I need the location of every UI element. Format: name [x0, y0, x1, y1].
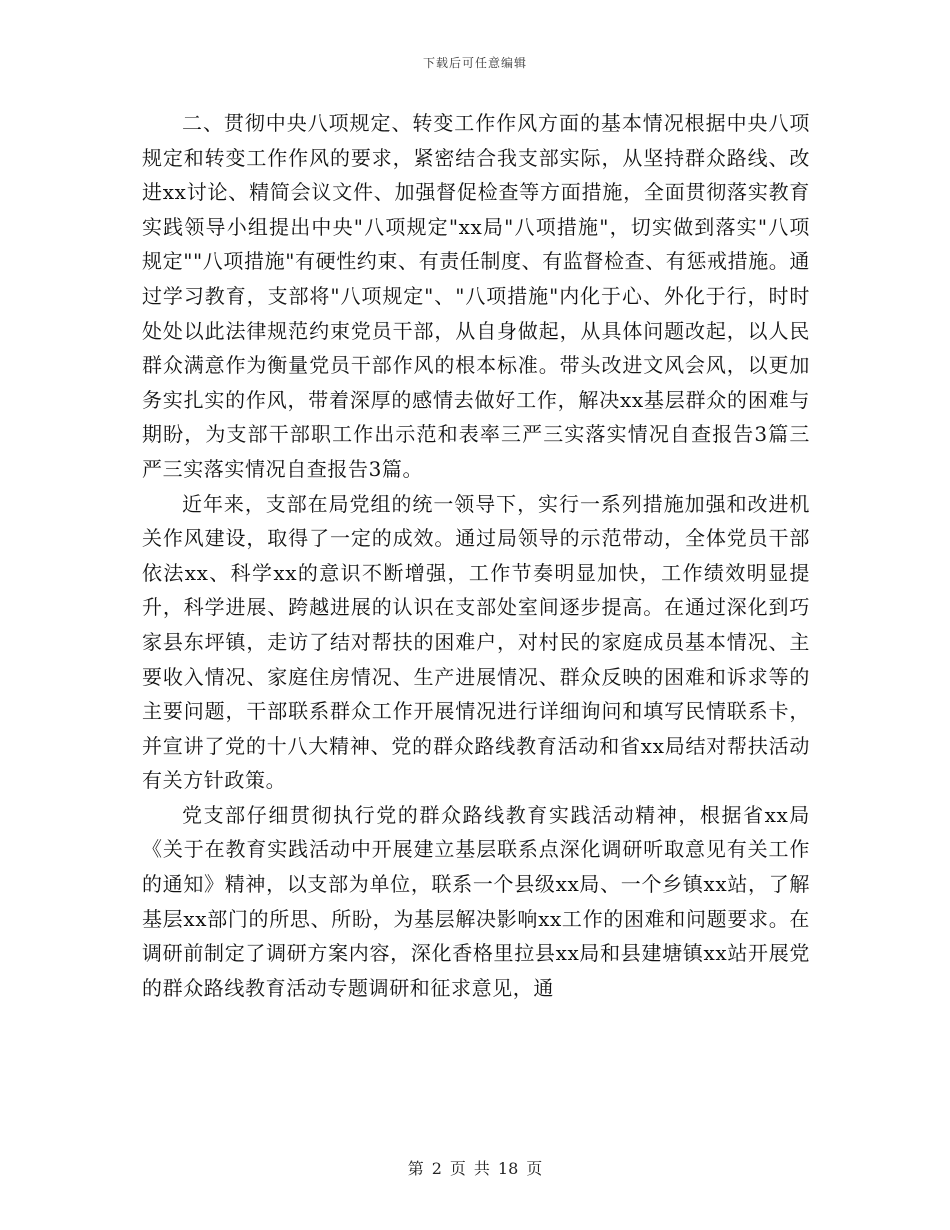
paragraph-1: 二、贯彻中央八项规定、转变工作作风方面的基本情况根据中央八项规定和转变工作作风的要求，紧密结合我支部实际，从坚持群众路线、改进xx讨论、精简会议文件、加强督促检查等方面措施，全面贯彻落实教育实践领导小组提出中央"八项规定"xx局"八项措施"，切实做到落实"八项规定""八项措施"有硬性约束、有责任制度、有监督检查、有惩戒措施。通过学习教育，支部将"八项规定"、"八项措施"内化于心、外化于行，时时处处以此法律规范约束党员干部，从自身做起，从具体问题改起，以人民群众满意作为衡量党员干部作风的根本标准。带头改进文风会风，以更加务实扎实的作风，带着深厚的感情去做好工作，解决xx基层群众的困难与期盼，为支部干部职工作出示范和表率三严三实落实情况自查报告3篇三严三实落实情况自查报告3篇。: [142, 111, 810, 481]
footer-total-unit: 页: [526, 1159, 543, 1178]
footer-page-label: 第: [407, 1159, 424, 1178]
footer-total-label: 共: [473, 1159, 490, 1178]
page-footer: [0, 1156, 950, 1179]
document-body: [142, 106, 810, 1005]
paragraph-3: 党支部仔细贯彻执行党的群众路线教育实践活动精神，根据省xx局《关于在教育实践活动中开展建立基层联系点深化调研听取意见有关工作的通知》精神，以支部为单位，联系一个县级xx局、一个乡镇xx站，了解基层xx部门的所思、所盼，为基层解决影响xx工作的困难和问题要求。在调研前制定了调研方案内容，深化香格里拉县xx局和县建塘镇xx站开展党的群众路线教育活动专题调研和征求意见，通: [142, 802, 810, 1000]
footer-current-page: 2: [431, 1159, 442, 1178]
footer-total-pages: 18: [497, 1159, 519, 1178]
paragraph-2: 近年来，支部在局党组的统一领导下，实行一系列措施加强和改进机关作风建设，取得了一定的成效。通过局领导的示范带动，全体党员干部依法xx、科学xx的意识不断增强，工作节奏明显加快，工作绩效明显提升，科学进展、跨越进展的认识在支部处室间逐步提高。在通过深化到巧家县东坪镇，走访了结对帮扶的困难户，对村民的家庭成员基本情况、主要收入情况、家庭住房情况、生产进展情况、群众反映的困难和诉求等的主要问题，干部联系群众工作开展情况进行详细询问和填写民情联系卡，并宣讲了党的十八大精神、党的群众路线教育活动和省xx局结对帮扶活动有关方针政策。: [142, 491, 810, 793]
page-header: 下载后可任意编辑: [422, 56, 527, 70]
footer-page-unit: 页: [449, 1159, 466, 1178]
